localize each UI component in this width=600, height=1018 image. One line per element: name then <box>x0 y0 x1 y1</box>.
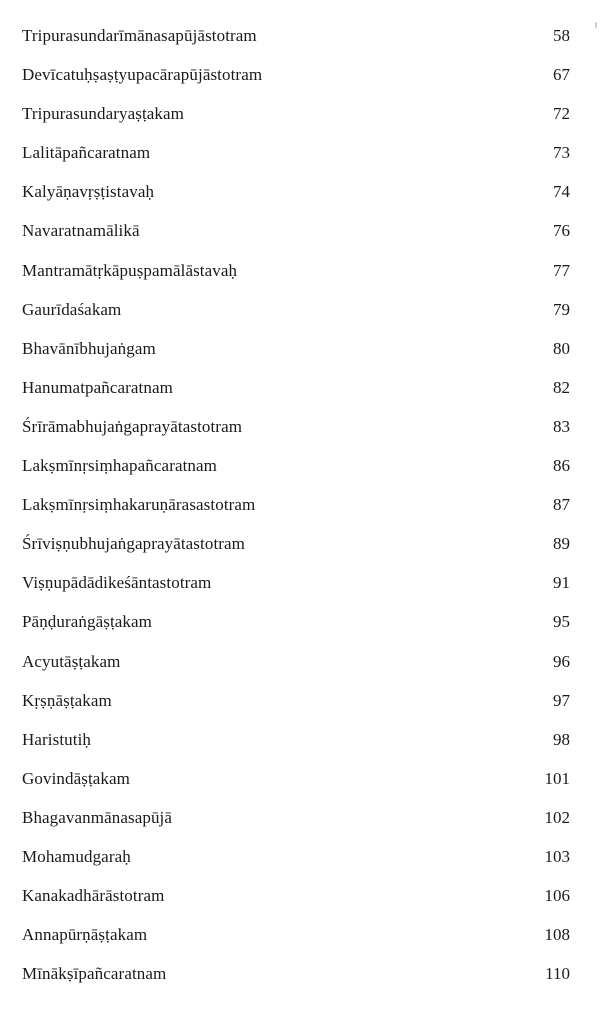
toc-entry[interactable] <box>0 524 600 563</box>
table-of-contents <box>0 16 600 993</box>
toc-entry[interactable] <box>0 642 600 681</box>
toc-entry[interactable] <box>0 563 600 602</box>
toc-entry-title: Navaratnamālikā <box>22 221 140 241</box>
toc-entry[interactable] <box>0 329 600 368</box>
toc-entry-page: 72 <box>553 104 570 124</box>
toc-entry[interactable] <box>0 368 600 407</box>
toc-entry[interactable] <box>0 915 600 954</box>
toc-entry-title: Mīnākṣīpañcaratnam <box>22 964 167 984</box>
toc-entry-title: Acyutāṣṭakam <box>22 651 121 671</box>
toc-entry-page: 58 <box>553 26 570 45</box>
toc-entry[interactable] <box>0 251 600 290</box>
toc-entry-page: 97 <box>553 690 570 710</box>
toc-entry-page: 108 <box>544 925 570 945</box>
toc-entry-page: 77 <box>553 260 570 280</box>
toc-entry[interactable] <box>0 133 600 172</box>
toc-entry[interactable] <box>0 172 600 211</box>
toc-entry-title: Tripurasundarīmānasapūjāstotram <box>22 26 257 45</box>
toc-entry-page: 98 <box>553 729 570 749</box>
toc-entry-page: 74 <box>553 182 570 202</box>
toc-entry[interactable] <box>0 954 600 993</box>
toc-entry-title: Mantramātṛkāpuṣpamālāstavaḥ <box>22 260 238 280</box>
toc-entry[interactable] <box>0 759 600 798</box>
toc-entry-title: Kalyāṇavṛṣṭistavaḥ <box>22 182 155 202</box>
toc-entry-title: Pāṇḍuraṅgāṣṭakam <box>22 612 153 632</box>
toc-entry-page: 96 <box>553 651 570 671</box>
toc-entry-title: Lakṣmīnṛsiṃhakaruṇārasastotram <box>22 495 256 515</box>
toc-entry-title: Bhagavanmānasapūjā <box>22 807 173 827</box>
toc-entry-page: 102 <box>544 807 570 827</box>
toc-entry[interactable] <box>0 55 600 94</box>
toc-entry-title: Haristutiḥ <box>22 729 91 749</box>
toc-entry-page: 87 <box>553 495 570 515</box>
toc-entry-title: Lakṣmīnṛsiṃhapañcaratnam <box>22 456 217 476</box>
toc-entry[interactable] <box>0 407 600 446</box>
toc-entry-page: 110 <box>545 964 570 984</box>
toc-entry-title: Annapūrṇāṣṭakam <box>22 925 148 945</box>
toc-entry-title: Kṛṣṇāṣṭakam <box>22 690 112 710</box>
toc-entry-page: 82 <box>553 377 570 397</box>
toc-entry-title: Devīcatuḥṣaṣṭyupacārapūjāstotram <box>22 65 263 85</box>
toc-entry[interactable] <box>0 876 600 915</box>
toc-entry-title: Śrīviṣṇubhujaṅgaprayātastotram <box>22 534 246 554</box>
toc-entry-page: 103 <box>544 846 570 866</box>
toc-entry[interactable] <box>0 602 600 641</box>
toc-entry-page: 91 <box>553 573 570 593</box>
toc-entry-title: Govindāṣṭakam <box>22 768 130 788</box>
toc-entry[interactable] <box>0 94 600 133</box>
toc-entry-title: Śrīrāmabhujaṅgaprayātastotram <box>22 416 243 436</box>
toc-entry-page: 101 <box>544 768 570 788</box>
toc-entry-title: Lalitāpañcaratnam <box>22 143 151 163</box>
toc-entry-title: Mohamudgaraḥ <box>22 846 131 866</box>
toc-entry-page: 95 <box>553 612 570 632</box>
toc-entry[interactable] <box>0 16 600 55</box>
toc-entry-page: 106 <box>544 886 570 906</box>
toc-entry-page: 76 <box>553 221 570 241</box>
toc-entry-title: Bhavānībhujaṅgam <box>22 338 156 358</box>
toc-entry[interactable] <box>0 837 600 876</box>
toc-entry-title: Kanakadhārāstotram <box>22 886 165 906</box>
toc-entry-page: 86 <box>553 456 570 476</box>
toc-entry-title: Viṣṇupādādikeśāntastotram <box>22 573 212 593</box>
toc-entry[interactable] <box>0 446 600 485</box>
toc-entry[interactable] <box>0 798 600 837</box>
toc-entry[interactable] <box>0 720 600 759</box>
toc-entry[interactable] <box>0 211 600 250</box>
toc-entry-page: 67 <box>553 65 570 85</box>
toc-entry-title: Tripurasundaryaṣṭakam <box>22 104 184 124</box>
toc-entry[interactable] <box>0 681 600 720</box>
toc-entry-title: Gaurīdaśakam <box>22 299 122 319</box>
toc-entry[interactable] <box>0 485 600 524</box>
toc-entry-title: Hanumatpañcaratnam <box>22 377 173 397</box>
toc-entry-page: 80 <box>553 338 570 358</box>
toc-entry-page: 73 <box>553 143 570 163</box>
toc-entry-page: 89 <box>553 534 570 554</box>
toc-entry[interactable] <box>0 290 600 329</box>
toc-entry-page: 83 <box>553 416 570 436</box>
toc-entry-page: 79 <box>553 299 570 319</box>
